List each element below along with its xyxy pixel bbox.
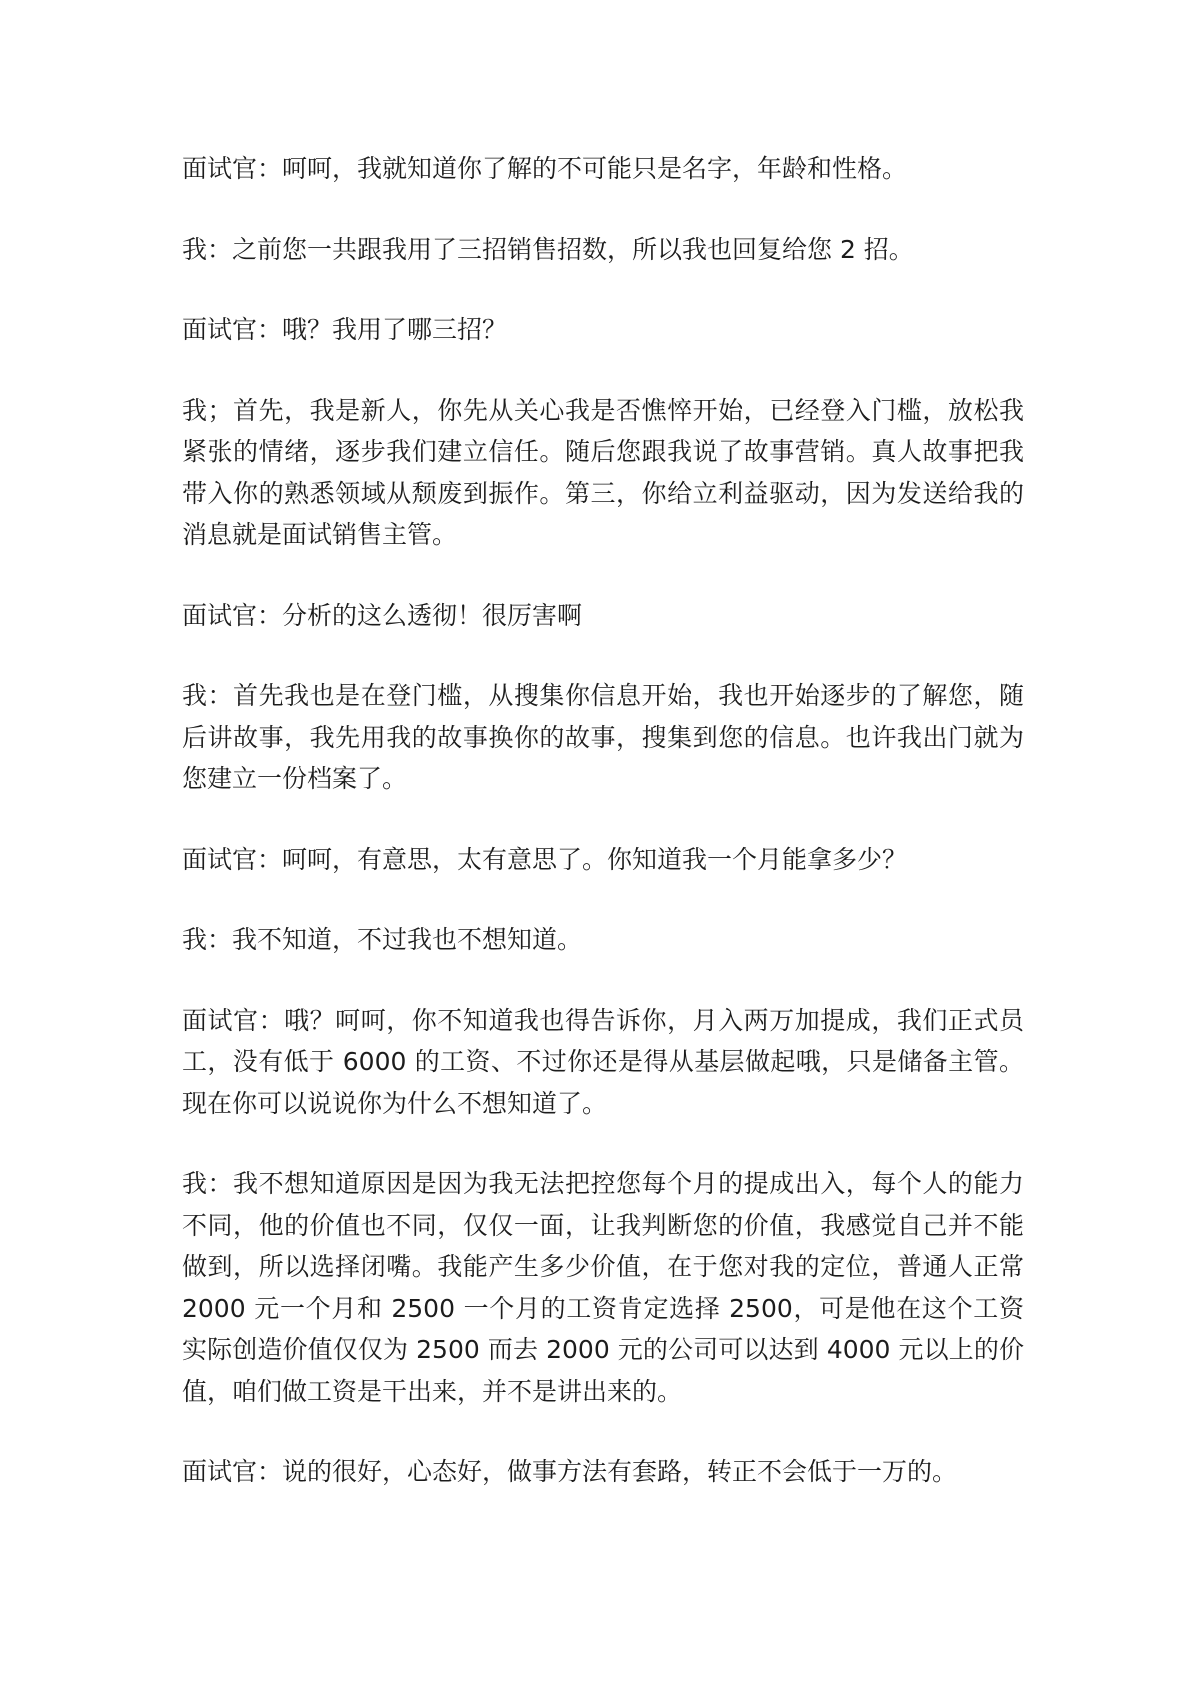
dialogue-paragraph: 我：我不想知道原因是因为我无法把控您每个月的提成出入，每个人的能力不同，他的价值也不同，仅仅一面，让我判断您的价值，我感觉自己并不能做到，所以选择闭嘴。我能产生多少价值，在于您对我的定位，普通人正常 2000 元一个月和 2500 一个月的工资肯定选择 2500，可是他在这个工资实际创造价值仅仅为 2500 而去 2000 元的公司可以达到 4000 元以上的价值，咱们做工资是干出来，并不是讲出来的。 [182, 1169, 1024, 1406]
dialogue-paragraph: 我；首先，我是新人，你先从关心我是否憔悴开始，已经登入门槛，放松我紧张的情绪，逐步我们建立信任。随后您跟我说了故事营销。真人故事把我带入你的熟悉领域从颓废到振作。第三，你给立利益驱动，因为发送给我的消息就是面试销售主管。 [182, 395, 1024, 549]
dialogue-paragraph: 我：我不知道，不过我也不想知道。 [182, 925, 583, 954]
dialogue-paragraph: 我：之前您一共跟我用了三招销售招数，所以我也回复给您 2 招。 [182, 234, 914, 264]
dialogue-paragraph: 面试官：哦？我用了哪三招？ [182, 315, 508, 344]
dialogue-paragraph: 面试官：分析的这么透彻！很厉害啊 [182, 600, 583, 630]
dialogue-paragraph: 面试官：说的很好，心态好，做事方法有套路，转正不会低于一万的。 [182, 1457, 958, 1486]
dialogue-paragraph: 面试官：哦？呵呵，你不知道我也得告诉你，月入两万加提成，我们正式员工，没有低于 6000 的工资、不过你还是得从基层做起哦，只是储备主管。现在你可以说说你为什么不想知道了。 [182, 1005, 1024, 1118]
dialogue-paragraph: 面试官：呵呵，我就知道你了解的不可能只是名字，年龄和性格。 [182, 154, 908, 183]
dialogue-body [182, 148, 1024, 1532]
dialogue-paragraph: 面试官：呵呵，有意思，太有意思了。你知道我一个月能拿多少？ [182, 844, 908, 874]
dialogue-paragraph: 我：首先我也是在登门槛，从搜集你信息开始，我也开始逐步的了解您，随后讲故事，我先用我的故事换你的故事，搜集到您的信息。也许我出门就为您建立一份档案了。 [182, 681, 1024, 793]
